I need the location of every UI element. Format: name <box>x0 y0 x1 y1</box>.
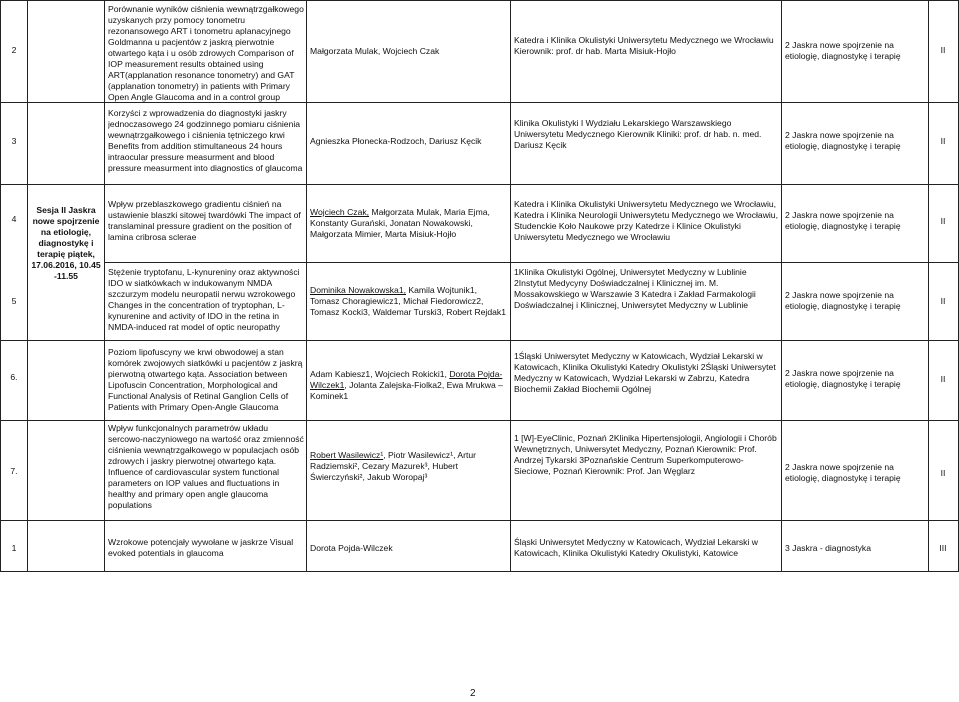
session-name: 2 Jaskra nowe spojrzenie na etiologię, diagnostykę i terapię <box>785 368 901 389</box>
paper-affiliation: Katedra i Klinika Okulistyki Uniwersytetu Medycznego we Wrocławiu, Katedra i Klinika Neurologii Uniwersytetu Medycznego we Wrocławiu, Studenckie Koło Naukowe przy Katedrze i Klinice Okulistyki Uniwersytetu Medycznego we Wrocławiu <box>514 199 778 242</box>
session-roman: III <box>939 543 947 553</box>
paper-affiliation: Śląski Uniwersytet Medyczny w Katowicach, Wydział Lekarski w Katowicach, Klinika Okulistyki Katedry Okulistyki, Katowice <box>514 537 758 558</box>
session-name: 3 Jaskra - diagnostyka <box>785 543 871 553</box>
session-name: 2 Jaskra nowe spojrzenie na etiologię, diagnostykę i terapię <box>785 130 901 151</box>
paper-title: Korzyści z wprowadzenia do diagnostyki jaskry jednoczasowego 24 godzinnego pomiaru ciśnienia wewnątrzgałkowego i ciśnienia tętniczego krwi Benefits from addition stimultaneous 24 hours intraocular pressure measurment and blood pressure measurment into diagnostics of glaucoma <box>108 108 303 173</box>
paper-title: Porównanie wyników ciśnienia wewnątrzgałkowego uzyskanych przy pomocy tonometru rezonansowego ART i tonometru aplanacyjnego Goldmanna u pacjentów z jaskrą pierwotnie otwartego kąta i u osób zdrowych Comparison of IOP measurement results obtained using ART(applanation resonance tonometry) and GAT (applanation tonometry) in patients with Primary Open Angle Glaucoma and in a control group <box>108 4 304 102</box>
session-roman: II <box>940 374 946 384</box>
presenting-author: Wojciech Czak, <box>310 207 370 217</box>
session-roman: II <box>940 296 946 306</box>
row-border <box>0 0 959 1</box>
col-border <box>0 0 1 571</box>
paper-title: Wpływ funkcjonalnych parametrów układu sercowo-naczyniowego na wartość oraz zmienność ciśnienia wewnątrzgałkowego w populacjach osób zdrowych i jaskry pierwotnej otwartego kąta. Influence of cardiovascular system functional parameters on IOP values and fluctuations in healthy and primary open angle glaucoma populations <box>108 423 304 510</box>
paper-title: Stężenie tryptofanu, L-kynureniny oraz aktywności IDO w siatkówkach w indukowanym NMDA szczurzym modelu neuropatii nerwu wzrokowego Changes in the concentration of tryptophan, L- kynurenine and activity of IDO in the retina in NMDA-induced rat model of optic neuropathy <box>108 267 300 332</box>
paper-authors: Dorota Pojda-Wilczek <box>310 543 393 553</box>
row-number: 4 <box>11 214 17 224</box>
presenting-author: Dominika Nowakowska1, <box>310 285 406 295</box>
paper-authors <box>310 450 508 483</box>
co-authors: Kamila Wojtunik1, Tomasz Choragiewicz1, Michał Fiedorowicz2, Tomasz Kocki3, Waldemar Turski3, Robert Rejdak1 <box>310 285 506 317</box>
col-border <box>510 0 511 571</box>
paper-affiliation: Katedra i Klinika Okulistyki Uniwersytetu Medycznego we Wrocławiu Kierownik: prof. dr hab. Marta Misiuk-Hojło <box>514 35 774 56</box>
row-number: 5 <box>11 296 17 306</box>
session-roman: II <box>940 216 946 226</box>
paper-title: Wzrokowe potencjały wywołane w jaskrze Visual evoked potentials in glaucoma <box>108 537 294 558</box>
paper-affiliation: 1Śląski Uniwersytet Medyczny w Katowicach, Wydział Lekarski w Katowicach, Klinika Okulistyki Katedry Okulistyki 2Śląski Uniwersytet Medyczny w Katowicach, Wydział Lekarski w Zabrzu, Katedra Biochemii Zakład Biochemii Ogólnej <box>514 351 776 394</box>
session-name: 2 Jaskra nowe spojrzenie na etiologię, diagnostykę i terapię <box>785 210 901 231</box>
paper-affiliation: 1Klinika Okulistyki Ogólnej, Uniwersytet Medyczny w Lublinie 2Instytut Medycyny Doświadczalnej i Klinicznej im. M. Mossakowskiego w Warszawie 3 Katedra i Zakład Farmakologii Doświadczalnej i Klinicznej, Uniwersytet Medyczny w Lublinie <box>514 267 756 310</box>
paper-authors: Małgorzata Mulak, Wojciech Czak <box>310 46 440 56</box>
paper-authors <box>310 207 508 240</box>
col-border <box>781 0 782 571</box>
co-authors: Małgorzata Mulak, Maria Ejma, Konstanty Gurański, Jonatan Nowakowski, Małgorzata Mimier, Marta Misiuk-Hojło <box>310 207 490 239</box>
row-border <box>0 571 959 572</box>
row-number: 6. <box>10 372 18 382</box>
row-border <box>104 262 959 263</box>
row-number: 2 <box>11 45 17 55</box>
row-border <box>0 420 959 421</box>
row-border <box>0 340 959 341</box>
session-name: 2 Jaskra nowe spojrzenie na etiologię, diagnostykę i terapię <box>785 40 901 61</box>
session-roman: II <box>940 45 946 55</box>
row-border <box>0 520 959 521</box>
paper-authors <box>310 285 508 318</box>
row-number: 3 <box>11 136 17 146</box>
paper-authors: Agnieszka Płonecka-Rodzoch, Dariusz Kęcik <box>310 136 482 146</box>
col-border <box>306 0 307 571</box>
paper-title: Poziom lipofuscyny we krwi obwodowej a stan komórek zwojowych siatkówki u pacjentów z jaskrą pierwotną otwartego kąta. Association between Lipofuscin Concentration, Morphological and Functional Analysis of Retinal Ganglion Cells of Patients with Primary Open-Angle Glaucoma <box>108 347 303 412</box>
session-name: 2 Jaskra nowe spojrzenie na etiologię, diagnostykę i terapię <box>785 462 901 483</box>
session-roman: II <box>940 136 946 146</box>
page-number: 2 <box>470 688 476 699</box>
paper-authors <box>310 369 508 402</box>
co-authors: Adam Kabiesz1, Wojciech Rokicki1, <box>310 369 450 379</box>
presenting-author: Dorota Pojda-Wilczek1 <box>310 369 503 390</box>
session-name: 2 Jaskra nowe spojrzenie na etiologię, diagnostykę i terapię <box>785 290 901 311</box>
session-block: Sesja II Jaskra nowe spojrzenie na etiologię, diagnostykę i terapię piątek, 17.06.2016, 10.45 -11.55 <box>31 205 101 281</box>
col-border <box>928 0 929 571</box>
row-number: 1 <box>11 543 17 553</box>
co-authors: , Jolanta Zalejska-Fiolka2, Ewa Mrukwa – Kominek1 <box>310 380 503 401</box>
paper-title: Wpływ przeblaszkowego gradientu ciśnień na ustawienie blaszki sitowej twardówki The impact of translaminal pressure gradient on the position of lamina cribrosa sclerae <box>108 199 301 242</box>
col-border <box>27 0 28 571</box>
row-number: 7. <box>10 466 18 476</box>
col-border <box>104 0 105 571</box>
co-authors: , Piotr Wasilewicz¹, Artur Radziemski², Cezary Mazurek³, Hubert Świerczyński², Jakub Woropaj³ <box>310 450 477 482</box>
paper-affiliation: 1 [W]-EyeClinic, Poznań 2Klinika Hipertensjologii, Angiologii i Chorób Wewnętrznych, Uniwersytet Medyczny, Poznań Kierownik: Prof. Andrzej Tykarski 3Poznańskie Centrum Superkomputerowo- Sieciowe, Poznań Kierownik: Prof. Jan Węglarz <box>514 433 777 476</box>
presenting-author: Robert Wasilewicz¹ <box>310 450 384 460</box>
session-roman: II <box>940 468 946 478</box>
row-border <box>0 184 959 185</box>
paper-affiliation: Klinika Okulistyki I Wydziału Lekarskiego Warszawskiego Uniwersytetu Medycznego Kierownik Kliniki: prof. dr hab. n. med. Dariusz Kęcik <box>514 118 762 150</box>
